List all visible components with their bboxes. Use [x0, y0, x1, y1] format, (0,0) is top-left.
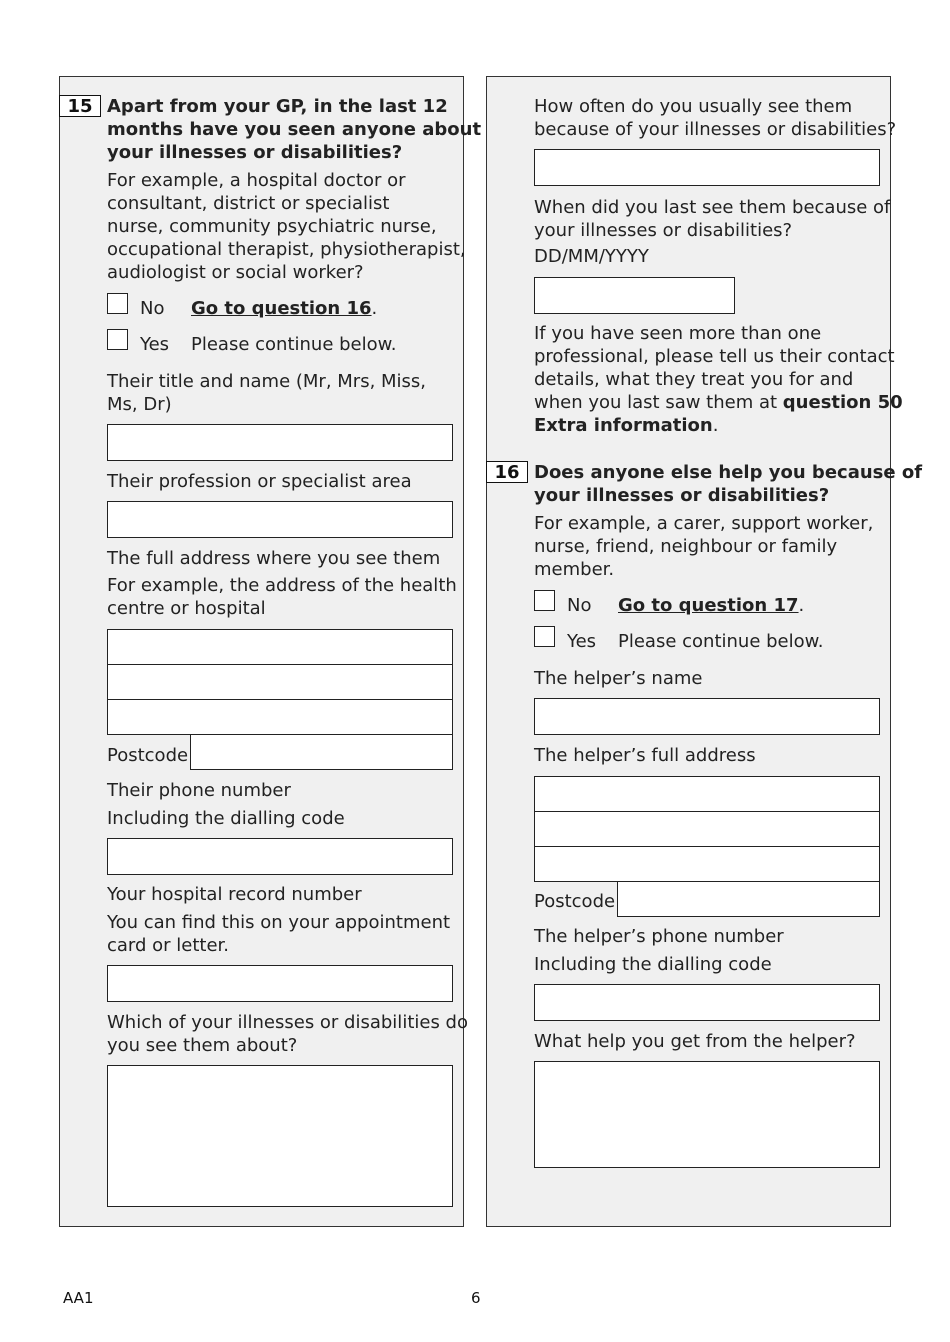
q15-which-label-line1: Which of your illnesses or disabilities do	[107, 1012, 468, 1033]
question-15-desc-line1: For example, a hospital doctor or	[107, 170, 406, 191]
q16-address-line1-field[interactable]	[534, 776, 880, 812]
q15-more-line5	[534, 414, 718, 437]
q15-often-label-line2: because of your illnesses or disabilities?	[534, 119, 897, 140]
question-16-desc-line1: For example, a carer, support worker,	[534, 513, 874, 534]
q15-phone-field[interactable]	[107, 838, 453, 875]
q15-last-date-field[interactable]	[534, 277, 735, 314]
q15-more-line4	[534, 391, 903, 414]
q16-goto-link[interactable]: Go to question 17	[618, 595, 799, 616]
q15-postcode-label: Postcode	[107, 745, 189, 766]
q15-often-label-line1: How often do you usually see them	[534, 96, 853, 117]
q15-yes-label: Yes	[140, 334, 170, 355]
q16-yes-label: Yes	[567, 631, 597, 652]
question-16-number: 16	[486, 461, 528, 483]
question-16-desc-line2: nurse, friend, neighbour or family	[534, 536, 838, 557]
question-15-desc-line2: consultant, district or specialist	[107, 193, 390, 214]
q15-profession-field[interactable]	[107, 501, 453, 538]
q16-no-label: No	[567, 595, 592, 616]
question-15-title-line1: Apart from your GP, in the last 12	[107, 96, 448, 117]
q15-address-hint-line2: centre or hospital	[107, 598, 266, 619]
q15-more-period: .	[712, 415, 719, 436]
q15-no-checkbox[interactable]	[107, 293, 128, 314]
q15-address-line2-field[interactable]	[107, 664, 453, 700]
q16-help-label: What help you get from the helper?	[534, 1031, 856, 1052]
question-16-desc-line3: member.	[534, 559, 615, 580]
q16-phone-label: The helper’s phone number	[534, 926, 784, 947]
q15-more-question-ref: question 50	[782, 392, 903, 413]
q15-postcode-field[interactable]	[190, 734, 453, 770]
q15-often-field[interactable]	[534, 149, 880, 186]
q15-record-hint-line1: You can find this on your appointment	[107, 912, 451, 933]
q16-postcode-field[interactable]	[617, 881, 880, 917]
q16-phone-field[interactable]	[534, 984, 880, 1021]
q16-address-label: The helper’s full address	[534, 745, 756, 766]
q15-profession-label: Their profession or specialist area	[107, 471, 412, 492]
q15-phone-label: Their phone number	[107, 780, 291, 801]
q15-goto-link[interactable]: Go to question 16	[191, 298, 372, 319]
q16-yes-text: Please continue below.	[618, 631, 824, 652]
question-15-title-line2: months have you seen anyone about	[107, 119, 482, 140]
question-15-desc-line3: nurse, community psychiatric nurse,	[107, 216, 437, 237]
question-15-desc-line5: audiologist or social worker?	[107, 262, 364, 283]
question-16-title-line2: your illnesses or disabilities?	[534, 485, 830, 506]
q15-more-line2: professional, please tell us their contact	[534, 346, 895, 367]
q16-goto-period: .	[798, 595, 805, 616]
q15-no-label: No	[140, 298, 165, 319]
q15-address-hint-line1: For example, the address of the health	[107, 575, 457, 596]
q15-more-extra-info-ref: Extra information	[534, 415, 713, 436]
q15-record-field[interactable]	[107, 965, 453, 1002]
q15-which-label-line2: you see them about?	[107, 1035, 298, 1056]
q16-name-field[interactable]	[534, 698, 880, 735]
q15-last-label-line2: your illnesses or disabilities?	[534, 220, 793, 241]
question-15-title-line3: your illnesses or disabilities?	[107, 142, 403, 163]
q15-yes-text: Please continue below.	[191, 334, 397, 355]
q15-yes-checkbox[interactable]	[107, 329, 128, 350]
q15-name-field[interactable]	[107, 424, 453, 461]
q16-address-line2-field[interactable]	[534, 811, 880, 847]
question-16-title-line1: Does anyone else help you because of	[534, 462, 923, 483]
q15-date-format: DD/MM/YYYY	[534, 246, 649, 267]
q15-address-label: The full address where you see them	[107, 548, 441, 569]
q15-no-goto	[191, 297, 377, 320]
q16-postcode-label: Postcode	[534, 891, 616, 912]
question-15-number: 15	[59, 95, 101, 117]
q16-no-checkbox[interactable]	[534, 590, 555, 611]
q15-record-label: Your hospital record number	[107, 884, 362, 905]
q16-name-label: The helper’s name	[534, 668, 703, 689]
q15-last-label-line1: When did you last see them because of	[534, 197, 891, 218]
q16-no-goto	[618, 594, 804, 617]
form-code: AA1	[63, 1289, 94, 1307]
q15-record-hint-line2: card or letter.	[107, 935, 230, 956]
q15-which-textarea[interactable]	[107, 1065, 453, 1207]
q16-help-textarea[interactable]	[534, 1061, 880, 1168]
question-15-desc-line4: occupational therapist, physiotherapist,	[107, 239, 466, 260]
q15-phone-hint: Including the dialling code	[107, 808, 345, 829]
q16-phone-hint: Including the dialling code	[534, 954, 772, 975]
q15-address-line3-field[interactable]	[107, 699, 453, 735]
q15-name-label-line2: Ms, Dr)	[107, 394, 172, 415]
q15-name-label-line1: Their title and name (Mr, Mrs, Miss,	[107, 371, 427, 392]
q16-yes-checkbox[interactable]	[534, 626, 555, 647]
page-number: 6	[471, 1289, 481, 1307]
q15-more-line1: If you have seen more than one	[534, 323, 822, 344]
q15-more-line3: details, what they treat you for and	[534, 369, 854, 390]
q15-more-line4-text: when you last saw them at	[534, 392, 783, 413]
q15-address-line1-field[interactable]	[107, 629, 453, 665]
q15-goto-period: .	[371, 298, 378, 319]
q16-address-line3-field[interactable]	[534, 846, 880, 882]
